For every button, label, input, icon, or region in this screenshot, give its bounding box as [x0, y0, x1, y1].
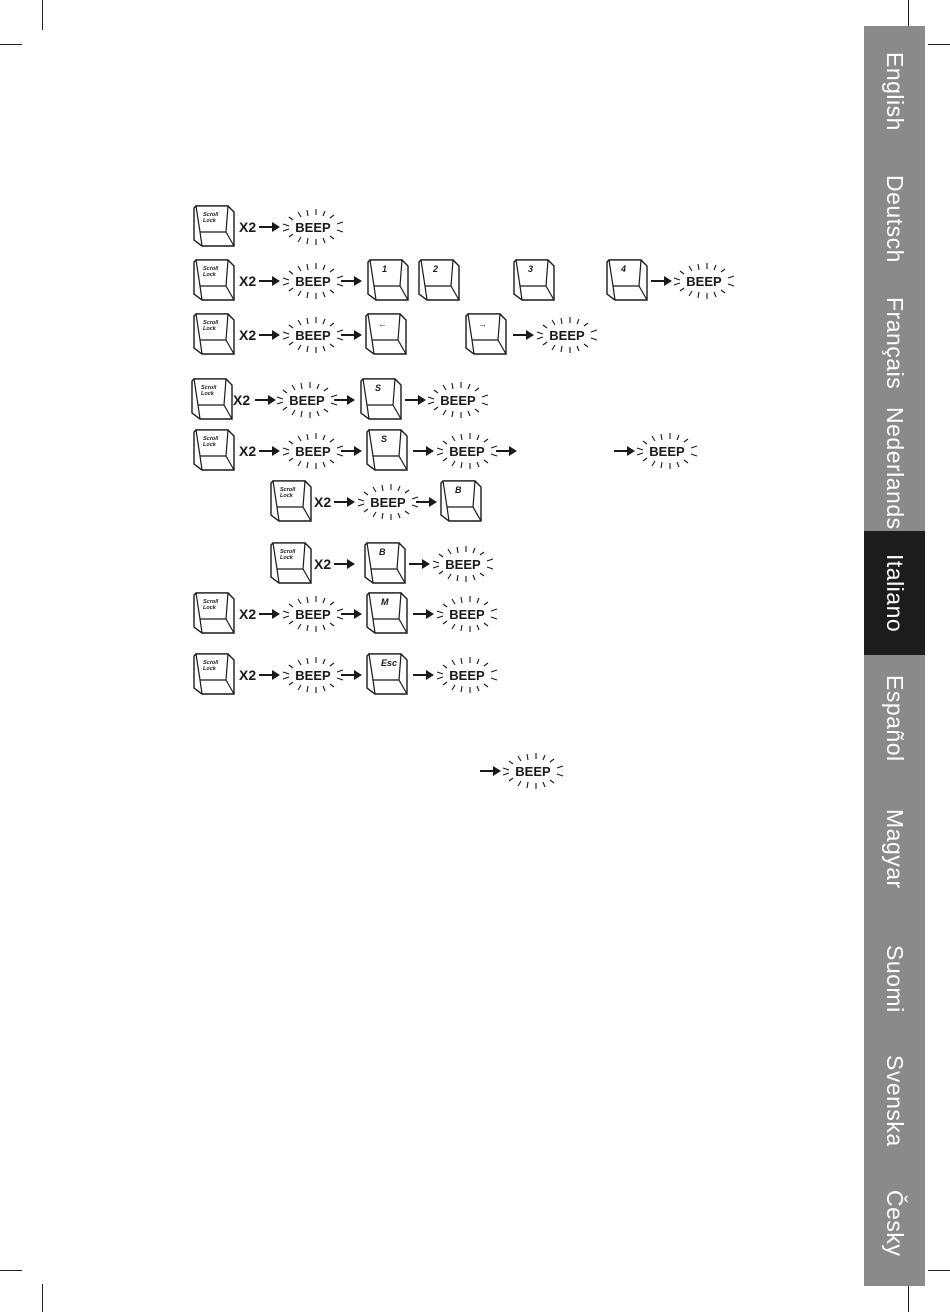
svg-text:Scroll: Scroll: [203, 599, 219, 605]
arrow-icon: [341, 609, 362, 619]
arrow-icon: [413, 670, 434, 680]
beep-burst: [277, 382, 337, 418]
key-4: [607, 260, 647, 300]
scroll-lock-key: [192, 379, 232, 419]
arrow-icon: [413, 446, 434, 456]
arrow-icon: [259, 330, 280, 340]
x2-label: [233, 392, 250, 408]
svg-text:X2: X2: [239, 273, 257, 289]
svg-text:Lock: Lock: [280, 493, 293, 499]
svg-text:BEEP: BEEP: [549, 328, 585, 343]
sequence-row: [194, 430, 697, 470]
scroll-lock-key: [194, 206, 234, 246]
arrow-icon: [513, 330, 534, 340]
arrow-icon: [480, 766, 501, 776]
beep-burst: [537, 317, 597, 353]
x2-label: [239, 667, 256, 683]
arrow-icon: [259, 446, 280, 456]
sequence-row: [194, 260, 734, 300]
svg-text:4: 4: [621, 264, 627, 274]
svg-text:BEEP: BEEP: [295, 328, 331, 343]
arrow-icon: [614, 446, 635, 456]
svg-text:Lock: Lock: [203, 666, 216, 672]
beep-burst: [283, 209, 343, 245]
tab-label: Česky: [882, 1190, 908, 1257]
key-m: [367, 593, 407, 633]
beep-burst: [283, 657, 343, 693]
svg-text:BEEP: BEEP: [295, 220, 331, 235]
x2-label: [239, 443, 256, 459]
svg-text:M: M: [381, 597, 389, 607]
svg-text:2: 2: [433, 264, 439, 274]
svg-text:BEEP: BEEP: [440, 393, 476, 408]
crop-mark: [908, 1286, 909, 1312]
svg-text:Lock: Lock: [280, 555, 293, 561]
beep-burst: [283, 433, 343, 469]
svg-text:BEEP: BEEP: [649, 444, 685, 459]
svg-text:Scroll: Scroll: [201, 385, 217, 391]
crop-mark: [908, 0, 909, 26]
svg-text:BEEP: BEEP: [686, 274, 722, 289]
arrow-icon: [413, 609, 434, 619]
arrow-icon: [259, 276, 280, 286]
tab-svenska[interactable]: [864, 1041, 925, 1161]
svg-text:BEEP: BEEP: [370, 495, 406, 510]
arrow-icon: [334, 559, 355, 569]
svg-text:Scroll: Scroll: [203, 266, 219, 272]
svg-text:Scroll: Scroll: [280, 487, 296, 493]
arrow-icon: [416, 497, 437, 507]
key-left-arrow: [366, 314, 406, 354]
tab-nederlands[interactable]: [864, 406, 925, 531]
scroll-lock-key: [194, 314, 234, 354]
sequence-row: [192, 379, 488, 419]
tab-english[interactable]: [864, 26, 925, 156]
sequence-row: [271, 543, 493, 583]
arrow-icon: [341, 446, 362, 456]
svg-text:Lock: Lock: [203, 605, 216, 611]
crop-mark: [42, 1284, 43, 1312]
svg-text:BEEP: BEEP: [295, 274, 331, 289]
tab-label: Italiano: [882, 553, 908, 633]
svg-text:BEEP: BEEP: [515, 764, 551, 779]
svg-text:X2: X2: [314, 556, 332, 572]
svg-text:B: B: [455, 485, 462, 495]
arrow-icon: [259, 222, 280, 232]
arrow-icon: [334, 497, 355, 507]
svg-text:S: S: [375, 383, 382, 393]
arrow-icon: [255, 395, 276, 405]
svg-text:Lock: Lock: [201, 391, 214, 397]
svg-text:→: →: [478, 319, 487, 329]
beep-burst: [674, 263, 734, 299]
tab-label: Español: [882, 674, 908, 762]
svg-text:BEEP: BEEP: [445, 557, 481, 572]
svg-text:Scroll: Scroll: [203, 212, 219, 218]
x2-label: [239, 219, 256, 235]
svg-text:X2: X2: [239, 443, 257, 459]
x2-label: [239, 327, 256, 343]
tab-label: Suomi: [882, 944, 908, 1013]
svg-text:X2: X2: [239, 327, 257, 343]
svg-text:3: 3: [528, 264, 534, 274]
svg-text:X2: X2: [239, 219, 257, 235]
scroll-lock-key: [194, 654, 234, 694]
scroll-lock-key: [271, 481, 311, 521]
svg-text:Scroll: Scroll: [203, 436, 219, 442]
svg-text:Lock: Lock: [203, 326, 216, 332]
key-2: [419, 260, 459, 300]
tab-magyar[interactable]: [864, 781, 925, 916]
svg-text:Esc: Esc: [381, 658, 398, 668]
sequence-row: [271, 481, 481, 521]
svg-text:Lock: Lock: [203, 442, 216, 448]
tab-espanol[interactable]: [864, 655, 925, 781]
svg-text:Scroll: Scroll: [203, 660, 219, 666]
tab-label: Deutsch: [882, 174, 908, 263]
x2-label: [314, 494, 331, 510]
arrow-icon: [259, 609, 280, 619]
svg-text:X2: X2: [233, 392, 251, 408]
key-s: [367, 430, 407, 470]
tab-label: Magyar: [882, 808, 908, 889]
tab-label: English: [882, 51, 908, 131]
sequence-row: [194, 314, 597, 354]
scroll-lock-key: [271, 543, 311, 583]
beep-burst: [283, 263, 343, 299]
key-esc: [367, 654, 407, 694]
key-b: [441, 481, 481, 521]
key-right-arrow: [466, 314, 506, 354]
beep-burst: [428, 382, 488, 418]
sequence-row: [480, 753, 563, 789]
scroll-lock-key: [194, 260, 234, 300]
beep-burst: [437, 433, 497, 469]
svg-text:←: ←: [378, 319, 387, 329]
svg-text:Scroll: Scroll: [203, 320, 219, 326]
sequence-row: [194, 206, 343, 246]
tab-label: Nederlands: [882, 407, 908, 530]
arrow-icon: [409, 559, 430, 569]
beep-burst: [358, 484, 418, 520]
arrow-icon: [651, 276, 672, 286]
beep-burst: [437, 596, 497, 632]
svg-text:BEEP: BEEP: [295, 668, 331, 683]
svg-text:Lock: Lock: [203, 272, 216, 278]
svg-text:B: B: [379, 547, 386, 557]
svg-text:Scroll: Scroll: [280, 549, 296, 555]
key-b: [365, 543, 405, 583]
tab-francais[interactable]: [864, 281, 925, 406]
arrow-icon: [259, 670, 280, 680]
beep-burst: [437, 657, 497, 693]
tab-suomi[interactable]: [864, 916, 925, 1041]
svg-text:X2: X2: [239, 667, 257, 683]
arrow-icon: [341, 276, 362, 286]
scroll-lock-key: [194, 430, 234, 470]
tab-cesky[interactable]: [864, 1161, 925, 1286]
svg-text:Lock: Lock: [203, 218, 216, 224]
tab-label: Svenska: [882, 1055, 908, 1147]
key-s: [361, 379, 401, 419]
svg-text:BEEP: BEEP: [449, 607, 485, 622]
beep-burst: [433, 546, 493, 582]
arrow-icon: [341, 670, 362, 680]
tab-label: Français: [882, 297, 908, 390]
beep-burst: [283, 596, 343, 632]
tab-italiano[interactable]: [864, 531, 925, 655]
svg-text:BEEP: BEEP: [449, 668, 485, 683]
crop-mark: [0, 1270, 22, 1271]
x2-label: [239, 606, 256, 622]
language-tabs: [864, 26, 925, 1286]
arrow-icon: [496, 446, 517, 456]
scroll-lock-key: [194, 593, 234, 633]
x2-label: [239, 273, 256, 289]
arrow-icon: [334, 395, 355, 405]
beep-burst: [283, 317, 343, 353]
svg-text:BEEP: BEEP: [289, 393, 325, 408]
svg-text:S: S: [381, 434, 388, 444]
svg-text:X2: X2: [314, 494, 332, 510]
arrow-icon: [341, 330, 362, 340]
svg-text:X2: X2: [239, 606, 257, 622]
svg-text:BEEP: BEEP: [449, 444, 485, 459]
sequence-row: [194, 593, 497, 633]
arrow-icon: [405, 395, 426, 405]
svg-text:BEEP: BEEP: [295, 607, 331, 622]
tab-deutsch[interactable]: [864, 156, 925, 281]
key-1: [368, 260, 408, 300]
crop-mark: [928, 44, 950, 45]
sequence-row: [194, 654, 497, 694]
key-3: [514, 260, 554, 300]
svg-text:BEEP: BEEP: [295, 444, 331, 459]
crop-mark: [928, 1270, 950, 1271]
beep-burst: [503, 753, 563, 789]
x2-label: [314, 556, 331, 572]
svg-text:1: 1: [382, 264, 388, 274]
beep-burst: [637, 433, 697, 469]
